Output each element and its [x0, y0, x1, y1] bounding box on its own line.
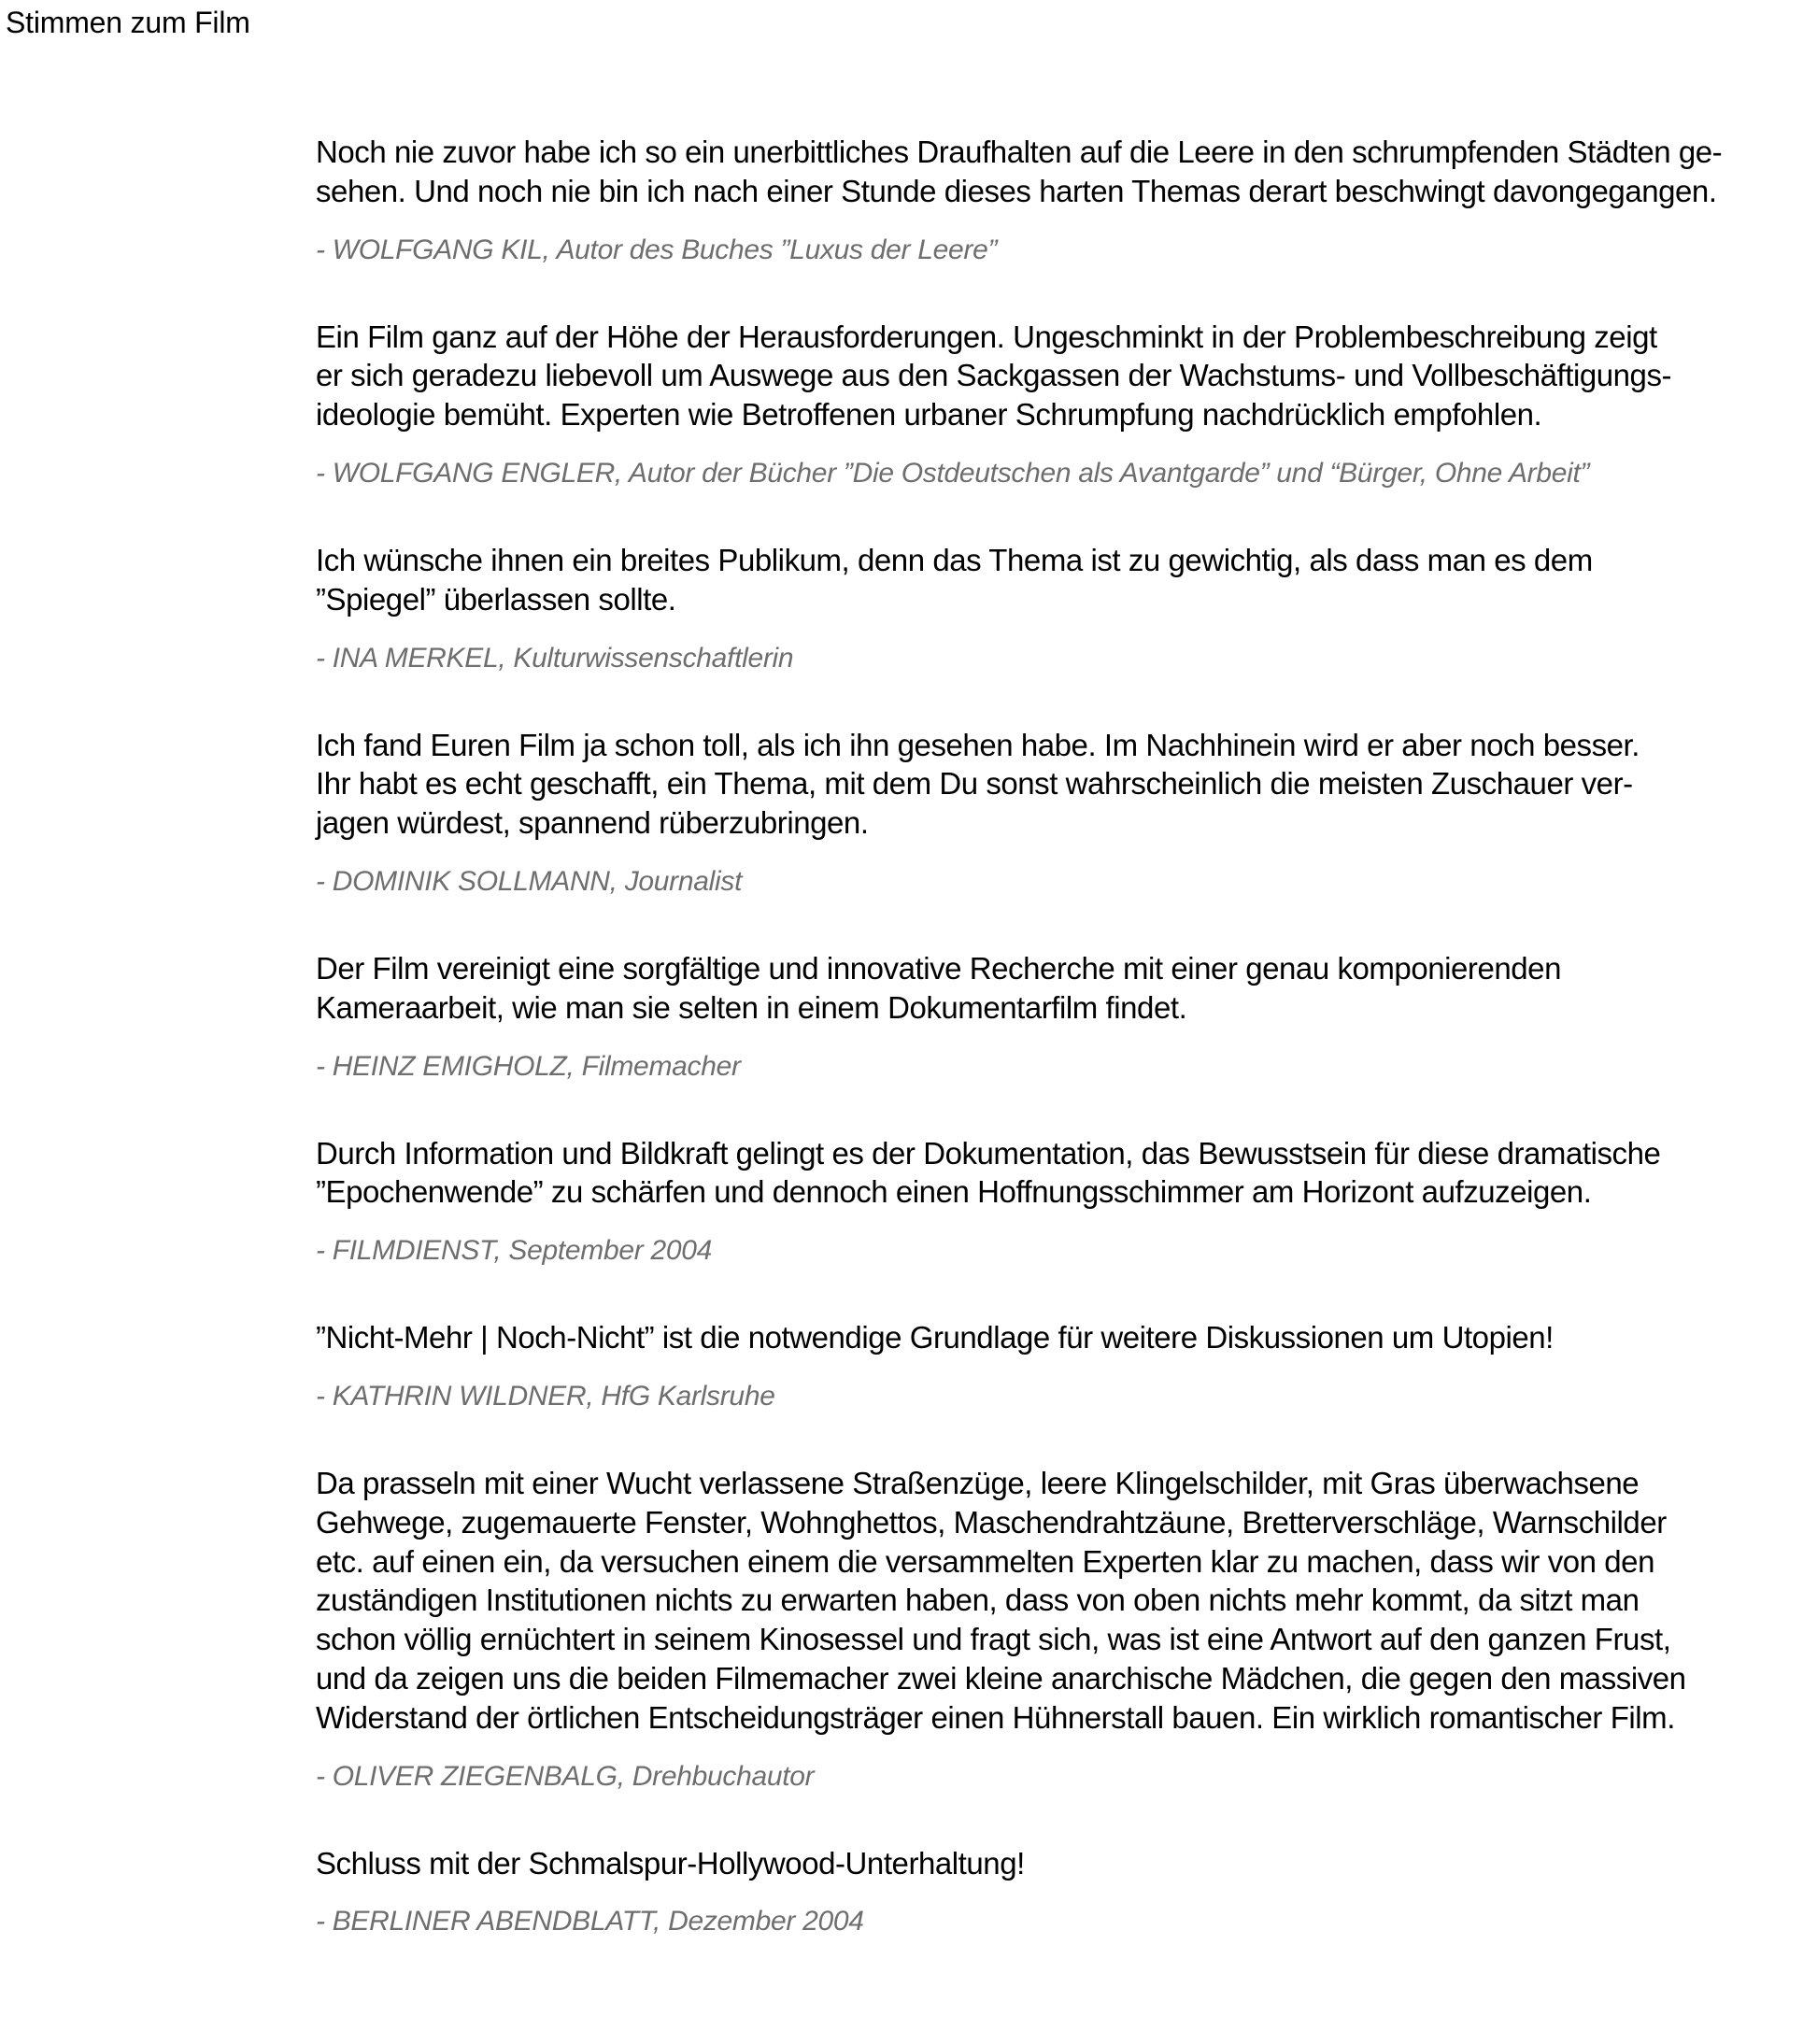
quote-text-line: ”Epochenwende” zu schärfen und dennoch einen Hoffnungsschimmer am Horizont aufzuzeigen.: [316, 1174, 1592, 1210]
quote-source: - WOLFGANG KIL, Autor des Buches ”Luxus der Leere”: [316, 234, 998, 265]
quote-block: [316, 541, 1801, 677]
quote-text-line: Ich wünsche ihnen ein breites Publikum, denn das Thema ist zu gewichtig, als dass man es dem: [316, 542, 1593, 577]
quote-text-line: schon völlig ernüchtert in seinem Kinosessel und fragt sich, was ist eine Antwort auf den ganzen Frust,: [316, 1622, 1671, 1657]
quote-text-line: Widerstand der örtlichen Entscheidungsträger einen Hühnerstall bauen. Ein wirklich romantischer Film.: [316, 1699, 1675, 1735]
quote-source: - FILMDIENST, September 2004: [316, 1235, 713, 1267]
quote-text-line: Gehwege, zugemauerte Fenster, Wohnghettos, Maschendrahtzäune, Bretterverschläge, Warnschilder: [316, 1504, 1667, 1540]
quote-text-line: Ein Film ganz auf der Höhe der Herausforderungen. Ungeschminkt in der Problembeschreibung zeigt: [316, 319, 1657, 354]
quote-text-line: er sich geradezu liebevoll um Auswege aus den Sackgassen der Wachstums- und Vollbeschäftigungs-: [316, 358, 1672, 393]
quote-block: [316, 1464, 1801, 1796]
quote-text-line: Durch Information und Bildkraft gelingt es der Dokumentation, das Bewusstsein für diese dramatische: [316, 1135, 1661, 1171]
quote-text-line: Der Film vereinigt eine sorgfältige und innovative Recherche mit einer genau komponierenden: [316, 950, 1561, 986]
quote-source: - INA MERKEL, Kulturwissenschaftlerin: [316, 642, 794, 674]
quote-text-line: ”Spiegel” überlassen sollte.: [316, 581, 676, 617]
quote-text-line: Ihr habt es echt geschafft, ein Thema, mit dem Du sonst wahrscheinlich die meisten Zuschauer ver-: [316, 766, 1633, 802]
quote-text-line: Kameraarbeit, wie man sie selten in einem Dokumentarfilm findet.: [316, 989, 1187, 1025]
quote-source: - DOMINIK SOLLMANN, Journalist: [316, 865, 743, 897]
quote-text-line: und da zeigen uns die beiden Filmemacher zwei kleine anarchische Mädchen, die gegen den massiven: [316, 1660, 1686, 1696]
quote-text-line: ideologie bemüht. Experten wie Betroffenen urbaner Schrumpfung nachdrücklich empfohlen.: [316, 397, 1542, 433]
quote-text-line: Ich fand Euren Film ja schon toll, als ich ihn gesehen habe. Im Nachhinein wird er aber noch besser.: [316, 727, 1640, 762]
quote-text-line: zuständigen Institutionen nichts zu erwarten haben, dass von oben nichts mehr kommt, da sitzt man: [316, 1583, 1640, 1618]
quote-list: [316, 133, 1801, 1989]
page-title: Stimmen zum Film: [6, 6, 250, 39]
quote-source: - BERLINER ABENDBLATT, Dezember 2004: [316, 1906, 864, 1938]
quote-text-line: etc. auf einen ein, da versuchen einem die versammelten Experten klar zu machen, dass wir von den: [316, 1543, 1654, 1579]
quote-block: [316, 133, 1801, 269]
quote-block: [316, 1134, 1801, 1270]
quote-block: [316, 726, 1801, 901]
quote-text-line: Noch nie zuvor habe ich so ein unerbittliches Draufhalten auf die Leere in den schrumpfenden Städten ge-: [316, 135, 1723, 169]
quote-text-line: sehen. Und noch nie bin ich nach einer Stunde dieses harten Themas derart beschwingt davongegangen.: [316, 173, 1717, 208]
quote-text-line: Schluss mit der Schmalspur-Hollywood-Unterhaltung!: [316, 1845, 1025, 1881]
quote-source: - OLIVER ZIEGENBALG, Drehbuchautor: [316, 1760, 815, 1792]
quote-block: [316, 1844, 1801, 1941]
quote-block: [316, 1318, 1801, 1415]
quote-block: [316, 949, 1801, 1086]
quote-text-line: ”Nicht-Mehr | Noch-Nicht” ist die notwendige Grundlage für weitere Diskussionen um Utopien!: [316, 1320, 1554, 1356]
quote-text-line: jagen würdest, spannend rüberzubringen.: [316, 805, 869, 841]
quote-source: - KATHRIN WILDNER, HfG Karlsruhe: [316, 1380, 775, 1412]
quote-source: - HEINZ EMIGHOLZ, Filmemacher: [316, 1050, 741, 1082]
quote-text-line: Da prasseln mit einer Wucht verlassene Straßenzüge, leere Klingelschilder, mit Gras überwachsene: [316, 1465, 1640, 1500]
quote-source: - WOLFGANG ENGLER, Autor der Bücher ”Die Ostdeutschen als Avantgarde” und “Bürger, Ohne Arbeit”: [316, 457, 1590, 489]
quote-block: [316, 318, 1801, 492]
